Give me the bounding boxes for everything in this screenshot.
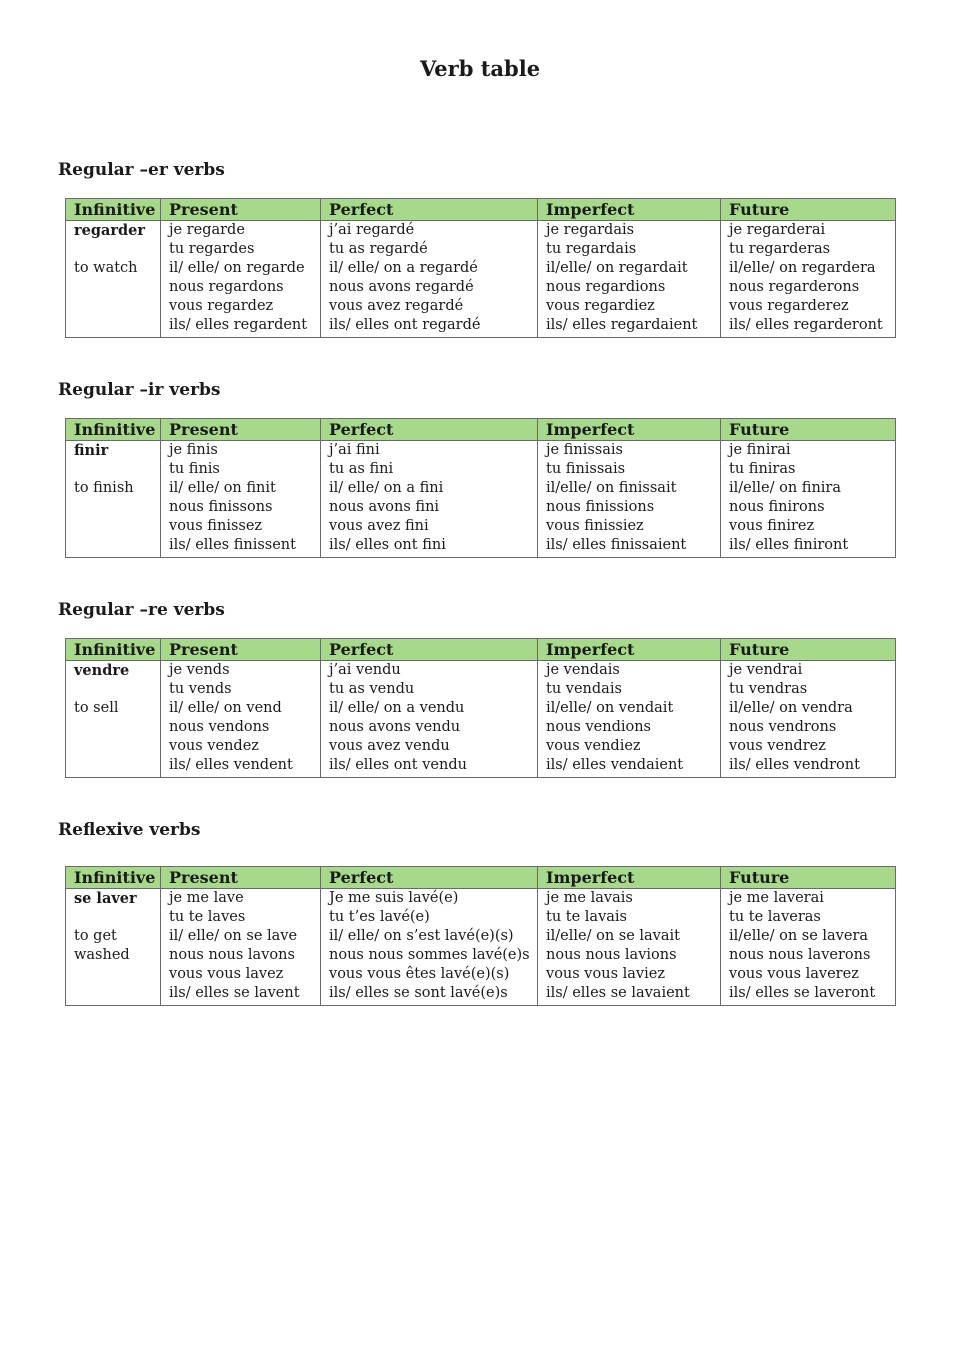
conjugation: ils/ elles finissent [169,537,296,553]
future-cell [721,889,896,1006]
conjugation: il/ elle/ on regarde [169,260,305,276]
conjugation: ils/ elles ont fini [329,537,446,553]
conjugation: je finis [169,442,218,458]
conjugation: ils/ elles regardent [169,317,308,333]
section-heading: Regular –re verbs [58,600,225,620]
infinitive-cell [66,221,161,338]
conjugation: vous vous lavez [169,966,284,982]
conjugation: tu regardes [169,241,255,257]
spacer [74,680,160,699]
conjugation: nous vendions [546,719,651,735]
english-meaning: to watch [74,260,138,276]
conjugation: tu finiras [729,461,796,477]
conjugation: nous finissons [169,499,273,515]
conjugation: j’ai vendu [329,662,401,678]
infinitive-verb: vendre [74,662,130,679]
conjugation: tu te lavais [546,909,627,925]
conjugation: tu finissais [546,461,626,477]
conjugation: je finirai [729,442,791,458]
perfect-cell [321,221,538,338]
imperfect-cell [538,889,721,1006]
conjugation: vous vous laviez [546,966,665,982]
column-header: Imperfect [538,199,721,221]
conjugation: nous avons fini [329,499,440,515]
verb-section [58,820,898,1001]
conjugation: nous nous sommes lavé(e)s [329,947,530,963]
column-header: Infinitive [66,419,161,441]
conjugation: vous vendrez [729,738,826,754]
conjugation: ils/ elles finiront [729,537,849,553]
spacer [74,460,160,479]
verb-section [58,380,898,553]
table-row [66,661,896,778]
column-header: Perfect [321,419,538,441]
conjugation: nous finissions [546,499,655,515]
conjugation: ils/ elles se sont lavé(e)s [329,985,508,1001]
conjugation: nous nous lavions [546,947,677,963]
verb-section [58,160,898,333]
conjugation: il/ elle/ on se lave [169,928,298,944]
conjugation: tu t’es lavé(e) [329,909,430,925]
conjugation: tu regardais [546,241,637,257]
conjugation: vous avez vendu [329,738,450,754]
imperfect-cell [538,441,721,558]
conjugation: tu te laves [169,909,246,925]
conjugation: nous nous laverons [729,947,871,963]
column-header: Present [161,199,321,221]
conjugation: il/elle/ on vendra [729,700,853,716]
conjugation: tu vendras [729,681,808,697]
conjugation: ils/ elles finissaient [546,537,687,553]
conjugation: je me lave [169,890,244,906]
conjugation: je regardais [546,222,635,238]
conjugation: ils/ elles se lavent [169,985,300,1001]
imperfect-cell [538,661,721,778]
conjugation: je regarde [169,222,245,238]
conjugation: ils/ elles ont vendu [329,757,467,773]
conjugation: ils/ elles regarderont [729,317,883,333]
conjugation: vous avez fini [329,518,429,534]
conjugation: nous regardions [546,279,666,295]
conjugation: il/elle/ on finissait [546,480,677,496]
conjugation: ils/ elles se laveront [729,985,876,1001]
conjugation: tu vends [169,681,232,697]
column-header: Future [721,199,896,221]
conjugation: vous vous laverez [729,966,859,982]
present-cell [161,889,321,1006]
imperfect-cell [538,221,721,338]
infinitive-cell [66,661,161,778]
future-cell [721,221,896,338]
spacer [74,240,160,259]
column-header: Present [161,639,321,661]
conjugation: je me lavais [546,890,633,906]
column-header: Infinitive [66,639,161,661]
present-cell [161,661,321,778]
conjugation: nous regardons [169,279,284,295]
english-meaning: to get [74,928,117,944]
conjugation: il/elle/ on finira [729,480,841,496]
conjugation: je vends [169,662,230,678]
conjugation: ils/ elles vendent [169,757,293,773]
conjugation: tu as regardé [329,241,428,257]
conjugation: Je me suis lavé(e) [329,890,459,906]
table-header-row [66,199,896,221]
conjugation: vous finirez [729,518,815,534]
conjugation: il/ elle/ on finit [169,480,276,496]
column-header: Future [721,867,896,889]
section-heading: Regular –er verbs [58,160,225,180]
conjugation: vous finissiez [546,518,644,534]
column-header: Present [161,419,321,441]
present-cell [161,221,321,338]
english-meaning: to finish [74,480,134,496]
table-header-row [66,419,896,441]
conjugation: il/ elle/ on a regardé [329,260,478,276]
conjugation: il/ elle/ on a fini [329,480,444,496]
column-header: Present [161,867,321,889]
column-header: Perfect [321,639,538,661]
conjugation: vous regarderez [729,298,849,314]
perfect-cell [321,889,538,1006]
verb-section [58,600,898,773]
column-header: Imperfect [538,867,721,889]
conjugation: il/elle/ on se lavera [729,928,869,944]
conjugation: ils/ elles regardaient [546,317,698,333]
column-header: Infinitive [66,199,161,221]
table-row [66,441,896,558]
infinitive-cell [66,441,161,558]
section-heading: Reflexive verbs [58,820,201,840]
conjugation: il/ elle/ on s’est lavé(e)(s) [329,928,514,944]
spacer [74,908,160,927]
conjugation: ils/ elles se lavaient [546,985,690,1001]
column-header: Perfect [321,867,538,889]
conjugation: tu as vendu [329,681,415,697]
future-cell [721,441,896,558]
conjugation: il/ elle/ on vend [169,700,282,716]
conjugation: je me laverai [729,890,824,906]
verb-table [65,418,896,558]
conjugation: tu finis [169,461,220,477]
conjugation: ils/ elles ont regardé [329,317,481,333]
table-row [66,889,896,1006]
page-title: Verb table [419,56,541,81]
conjugation: nous vendons [169,719,270,735]
table-row [66,221,896,338]
conjugation: tu te laveras [729,909,821,925]
conjugation: j’ai fini [329,442,380,458]
conjugation: il/elle/ on regardera [729,260,876,276]
conjugation: je finissais [546,442,623,458]
conjugation: il/elle/ on regardait [546,260,688,276]
conjugation: je vendrai [729,662,803,678]
english-meaning: washed [74,947,130,963]
conjugation: je regarderai [729,222,826,238]
english-meaning: to sell [74,700,119,716]
conjugation: il/elle/ on se lavait [546,928,680,944]
conjugation: vous regardez [169,298,274,314]
conjugation: ils/ elles vendront [729,757,860,773]
infinitive-cell [66,889,161,1006]
verb-table [65,866,896,1006]
conjugation: il/ elle/ on a vendu [329,700,465,716]
conjugation: nous avons regardé [329,279,474,295]
column-header: Imperfect [538,639,721,661]
table-header-row [66,639,896,661]
column-header: Future [721,639,896,661]
verb-table [65,638,896,778]
conjugation: vous avez regardé [329,298,464,314]
conjugation: vous regardiez [546,298,655,314]
infinitive-verb: finir [74,442,109,459]
conjugation: vous vous êtes lavé(e)(s) [329,966,510,982]
conjugation: il/elle/ on vendait [546,700,674,716]
infinitive-verb: se laver [74,890,137,907]
table-header-row [66,867,896,889]
column-header: Future [721,419,896,441]
conjugation: ils/ elles vendaient [546,757,684,773]
conjugation: nous regarderons [729,279,860,295]
conjugation: vous vendez [169,738,259,754]
section-heading: Regular –ir verbs [58,380,221,400]
conjugation: vous vendiez [546,738,641,754]
infinitive-verb: regarder [74,222,146,239]
column-header: Infinitive [66,867,161,889]
column-header: Imperfect [538,419,721,441]
future-cell [721,661,896,778]
present-cell [161,441,321,558]
conjugation: nous avons vendu [329,719,461,735]
conjugation: tu vendais [546,681,622,697]
verb-table [65,198,896,338]
conjugation: vous finissez [169,518,263,534]
conjugation: j’ai regardé [329,222,415,238]
perfect-cell [321,661,538,778]
column-header: Perfect [321,199,538,221]
conjugation: je vendais [546,662,620,678]
conjugation: nous finirons [729,499,825,515]
conjugation: tu regarderas [729,241,831,257]
conjugation: nous vendrons [729,719,837,735]
conjugation: nous nous lavons [169,947,295,963]
perfect-cell [321,441,538,558]
conjugation: tu as fini [329,461,394,477]
